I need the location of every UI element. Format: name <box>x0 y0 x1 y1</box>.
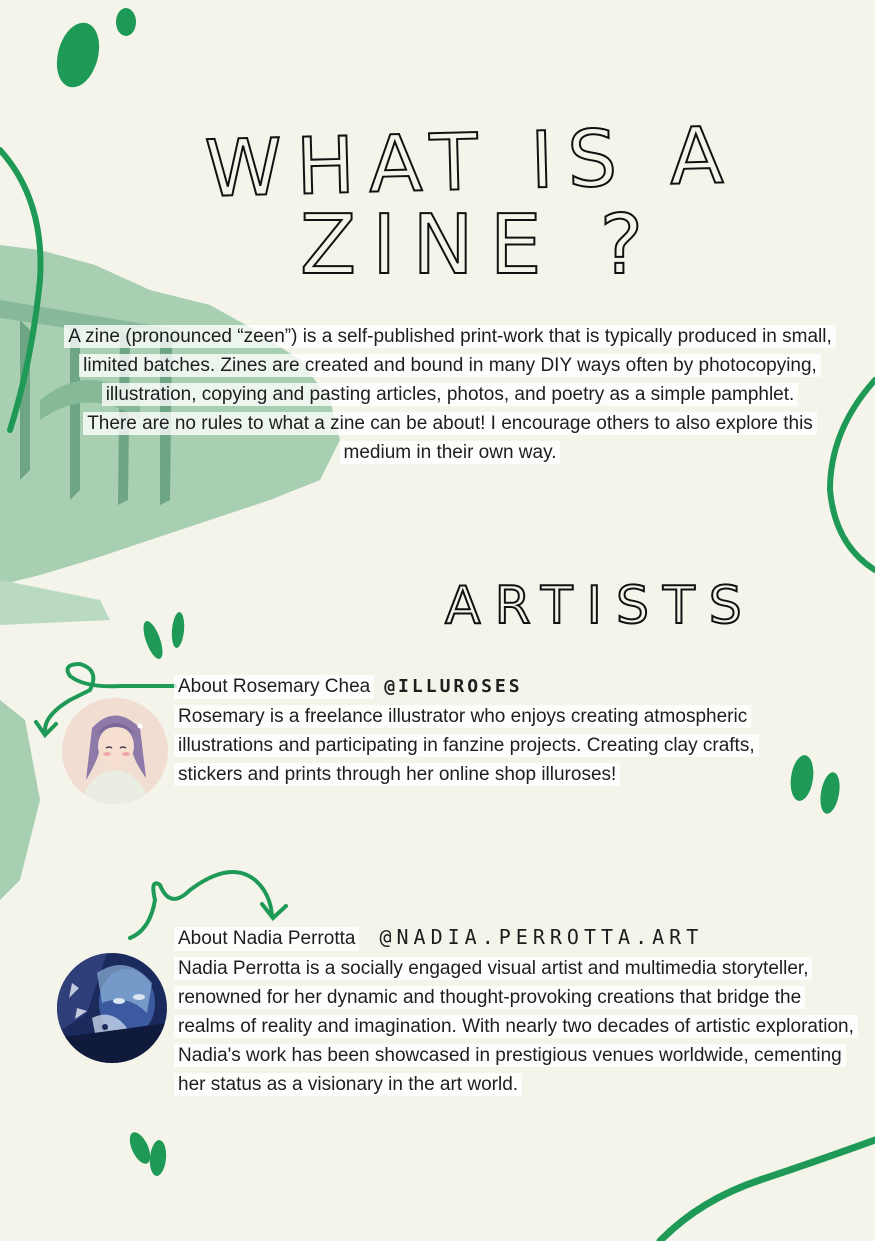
avatar-nadia-perrotta <box>57 953 167 1063</box>
intro-text <box>60 322 840 467</box>
artist-header-rosemary <box>174 675 523 699</box>
artist-bio-nadia: Nadia Perrotta is a socially engaged visual artist and multimedia storyteller, renowned for her dynamic and thought-provoking creations that bridge the realms of reality and imagination. With nearly two decades of artistic exploration, Nadia's work has been showcased in prestigious venues worldwide, cementing her status as a visionary in the art world. <box>174 954 859 1099</box>
page-title-line-2: ZINE ? <box>300 198 660 293</box>
page-title-line-1: WHAT IS A <box>203 111 739 215</box>
artist-bio-rosemary: Rosemary is a freelance illustrator who enjoys creating atmospheric illustrations and participating in fanzine projects. Creating clay crafts, stickers and prints through her online shop illuroses! <box>174 702 784 789</box>
artist-name: About Nadia Perrotta <box>174 927 359 951</box>
avatar-artwork <box>57 953 167 1063</box>
avatar-illustration <box>62 698 168 804</box>
artist-handle: @ILLUROSES <box>384 676 523 697</box>
avatar-rosemary-chea <box>62 698 168 804</box>
intro-paragraph-1: A zine (pronounced “zeen”) is a self-published print-work that is typically produced in small, limited batches. Zines are created and bound in many DIY ways often by photocopying, illustration, copying and pasting articles, photos, and poetry as a simple pamphlet. <box>60 322 840 409</box>
artist-header-nadia <box>174 925 703 951</box>
artists-heading: ARTISTS <box>445 576 756 636</box>
artist-name: About Rosemary Chea <box>174 675 374 699</box>
artist-handle: @NADIA.PERROTTA.ART <box>379 925 704 949</box>
intro-paragraph-2: There are no rules to what a zine can be about! I encourage others to also explore this medium in their own way. <box>60 409 840 467</box>
